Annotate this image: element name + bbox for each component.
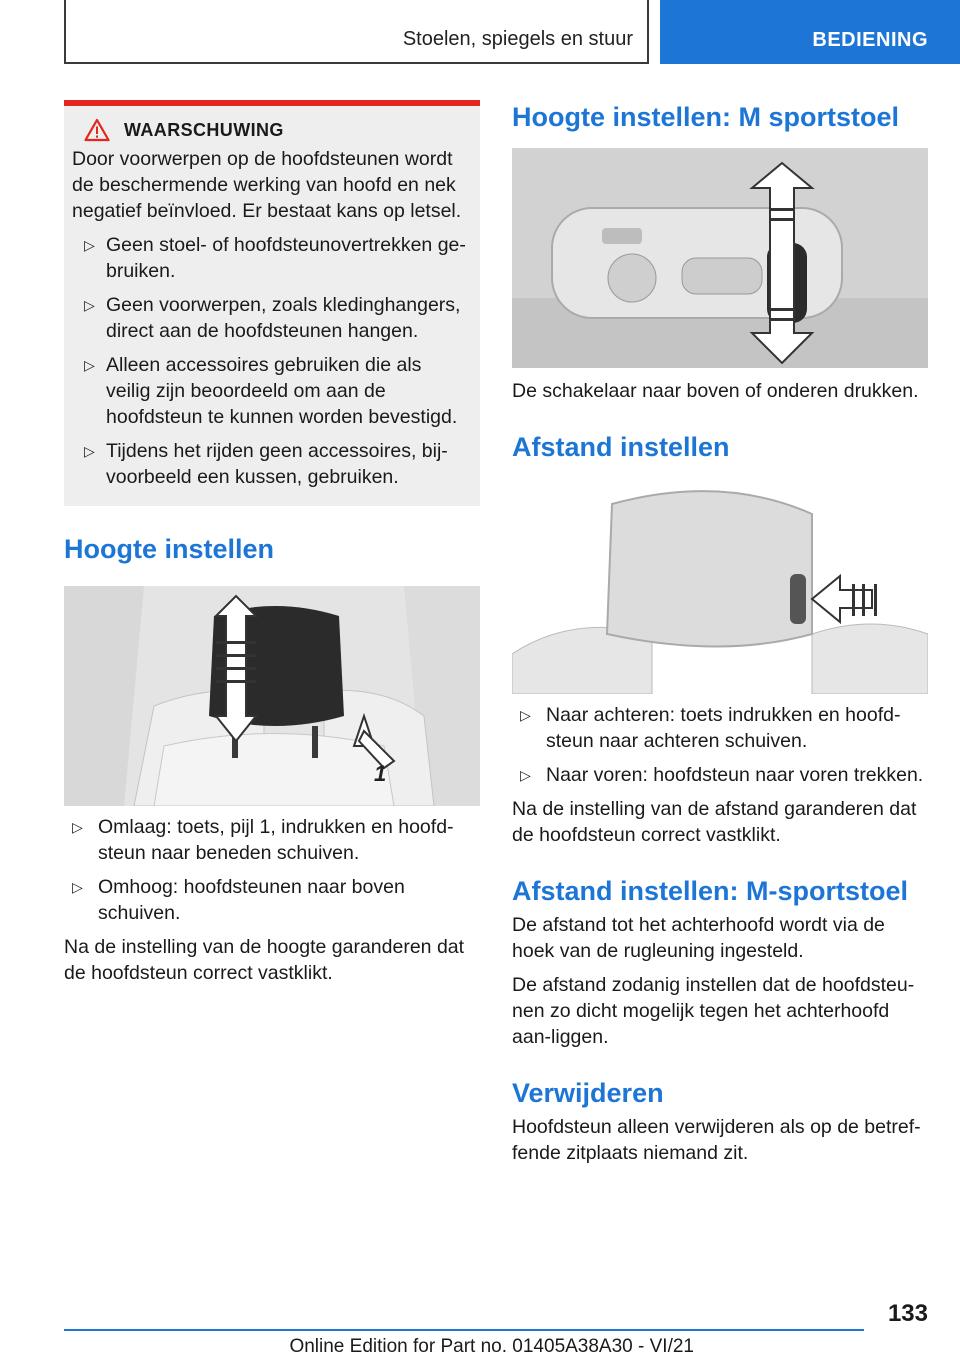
afstand-list	[512, 702, 928, 788]
section-title-verwijderen: Verwijderen	[512, 1078, 664, 1108]
list-item: ▷ Naar voren: hoofdsteun naar voren trekken.	[520, 764, 924, 786]
warning-intro: Door voorwerpen op de hoofdsteunen wordt de beschermende werking van hoofd en nek negatief beïnvloed. Er bestaat kans op letsel.	[72, 148, 462, 222]
list-item: ▷ Geen voorwerpen, zoals kledinghangers, direct aan de hoofdsteunen hangen.	[84, 294, 461, 342]
verwijderen-text: Hoofdsteun alleen verwijderen als op de betref-fende zitplaats niemand zit.	[512, 1116, 921, 1164]
headrest-distance-figure	[512, 484, 928, 694]
afstand-note: Na de instelling van de afstand garanderen dat de hoofdsteun correct vastklikt.	[512, 798, 917, 846]
header-section-box	[660, 0, 960, 64]
header-chapter: Stoelen, spiegels en stuur	[402, 28, 633, 50]
section-title-hoogte: Hoogte instellen	[64, 534, 275, 564]
triangle-bullet-icon: ▷	[520, 767, 531, 783]
sport-seat-switch-figure	[512, 148, 928, 368]
warning-list	[72, 232, 468, 490]
list-item: ▷ Geen stoel- of hoofdsteunovertrekken ge-bruiken.	[84, 234, 466, 282]
list-item: ▷ Tijdens het rijden geen accessoires, bij-voorbeeld een kussen, gebruiken.	[84, 440, 448, 488]
headrest-height-figure	[64, 586, 480, 806]
header-chapter-box	[64, 0, 649, 64]
warning-box	[64, 100, 480, 506]
hoogte-m-text: De schakelaar naar boven of onderen drukken.	[512, 380, 919, 402]
afstand-m-p2: De afstand zodanig instellen dat de hoofdsteu-nen zo dicht mogelijk tegen het achterhoofd aan-liggen.	[512, 974, 915, 1048]
triangle-bullet-icon: ▷	[84, 237, 95, 253]
list-item: ▷ Alleen accessoires gebruiken die als veilig zijn beoordeeld om aan de hoofdsteun te kunnen worden bevestigd.	[84, 354, 458, 428]
list-item: ▷ Omhoog: hoofdsteunen naar boven schuiven.	[72, 876, 405, 924]
triangle-bullet-icon: ▷	[84, 297, 95, 313]
hoogte-note: Na de instelling van de hoogte garanderen dat de hoofdsteun correct vastklikt.	[64, 936, 465, 984]
header-section: BEDIENING	[812, 29, 928, 51]
triangle-bullet-icon: ▷	[84, 357, 95, 373]
figure-callout-1: 1	[374, 761, 387, 786]
triangle-bullet-icon: ▷	[520, 707, 531, 723]
hoogte-list	[64, 814, 480, 926]
section-title-afstand: Afstand instellen	[512, 432, 730, 462]
footer-divider	[64, 1329, 864, 1331]
warning-title: WAARSCHUWING	[124, 119, 284, 140]
footer-edition: Online Edition for Part no. 01405A38A30 - VI/21	[289, 1336, 694, 1357]
triangle-bullet-icon: ▷	[72, 819, 83, 835]
section-title-hoogte-m: Hoogte instellen: M sportstoel	[512, 102, 900, 132]
triangle-bullet-icon: ▷	[72, 879, 83, 895]
triangle-bullet-icon: ▷	[84, 443, 95, 459]
afstand-m-p1: De afstand tot het achterhoofd wordt via de hoek van de rugleuning ingesteld.	[512, 914, 885, 962]
page-number: 133	[887, 1300, 928, 1327]
warning-triangle-icon	[84, 118, 110, 142]
list-item: ▷ Naar achteren: toets indrukken en hoofd-steun naar achteren schuiven.	[520, 704, 901, 752]
left-column	[64, 100, 480, 986]
right-column	[512, 100, 928, 1166]
section-title-afstand-m: Afstand instellen: M-sportstoel	[512, 876, 909, 906]
list-item: ▷ Omlaag: toets, pijl 1, indrukken en hoofd-steun naar beneden schuiven.	[72, 816, 454, 864]
